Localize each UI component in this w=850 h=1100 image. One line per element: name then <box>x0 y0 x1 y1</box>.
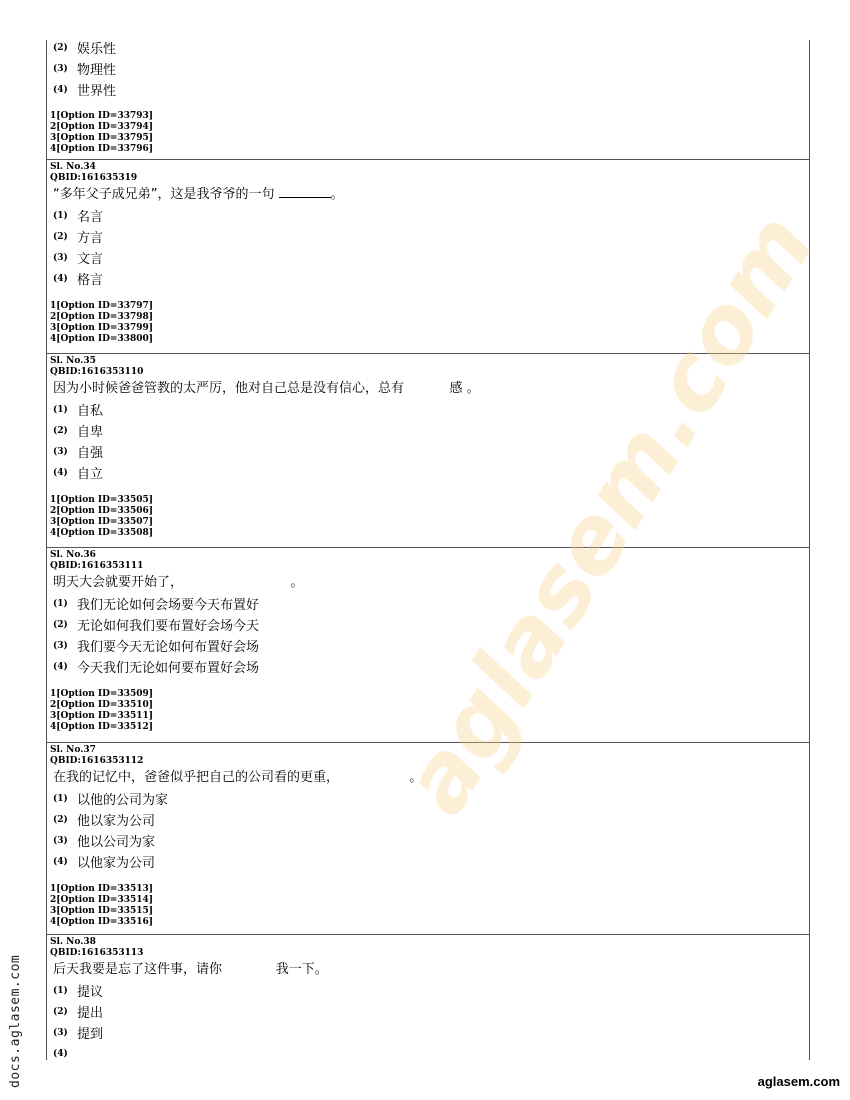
option-text: 文言 <box>77 252 104 267</box>
option-id-list <box>47 495 809 539</box>
question-divider <box>47 742 809 743</box>
option-id: 2[Option ID=33794] <box>50 122 154 132</box>
option-number: (4) <box>53 661 68 672</box>
question-35 <box>47 356 809 539</box>
option-id: 2[Option ID=33798] <box>50 312 154 322</box>
option-number: (4) <box>53 273 68 284</box>
option-id: 3[Option ID=33507] <box>50 517 154 527</box>
option-row <box>47 635 809 656</box>
side-url-text: docs.aglasem.com <box>8 954 23 1088</box>
option-row <box>47 1043 809 1064</box>
option-number: (3) <box>53 63 68 74</box>
option-row <box>47 830 809 851</box>
option-id: 3[Option ID=33511] <box>50 711 154 721</box>
option-row <box>47 420 809 441</box>
option-text: 我们要今天无论如何布置好会场 <box>77 640 260 655</box>
option-row <box>47 614 809 635</box>
question-text: 后天我要是忘了这件事，请你 我一下。 <box>53 962 328 977</box>
option-text: 提到 <box>77 1027 104 1042</box>
option-row <box>47 441 809 462</box>
question-divider <box>47 547 809 548</box>
option-id-list <box>47 111 809 155</box>
option-id: 1[Option ID=33513] <box>50 884 154 894</box>
option-number: (3) <box>53 1027 68 1038</box>
question-bank-id: QBID:161635319 <box>50 173 138 183</box>
option-row <box>47 851 809 872</box>
option-text: 名言 <box>77 210 104 225</box>
option-id: 3[Option ID=33795] <box>50 133 154 143</box>
option-row <box>47 205 809 226</box>
question-text: 明天大会就要开始了， 。 <box>53 575 304 590</box>
question-text-before-blank: “多年父子成兄弟”，这是我爷爷的一句 <box>53 187 279 202</box>
option-text: 格言 <box>77 273 104 288</box>
question-36 <box>47 550 809 733</box>
option-number: (2) <box>53 814 68 825</box>
option-number: (1) <box>53 404 68 415</box>
option-row <box>47 980 809 1001</box>
option-id: 1[Option ID=33797] <box>50 301 154 311</box>
option-text: 他以家为公司 <box>77 814 156 829</box>
option-id: 2[Option ID=33514] <box>50 895 154 905</box>
option-row <box>47 79 809 100</box>
option-number: (4) <box>53 1048 68 1059</box>
option-number: (4) <box>53 467 68 478</box>
option-row <box>47 656 809 677</box>
option-text: 方言 <box>77 231 104 246</box>
option-id-list <box>47 689 809 733</box>
option-number: (1) <box>53 793 68 804</box>
option-id: 3[Option ID=33515] <box>50 906 154 916</box>
serial-number: Sl. No.38 <box>50 937 96 947</box>
option-id: 4[Option ID=33508] <box>50 528 154 538</box>
option-number: (3) <box>53 252 68 263</box>
option-number: (3) <box>53 835 68 846</box>
serial-number: Sl. No.37 <box>50 745 96 755</box>
question-bank-id: QBID:1616353111 <box>50 561 144 571</box>
option-text: 世界性 <box>77 84 117 99</box>
question-divider <box>47 934 809 935</box>
option-row <box>47 58 809 79</box>
option-number: (1) <box>53 985 68 996</box>
option-text: 自卑 <box>77 425 104 440</box>
option-row <box>47 462 809 483</box>
question-34 <box>47 162 809 345</box>
question-text: 在我的记忆中，爸爸似乎把自己的公司看的更重， 。 <box>53 770 423 785</box>
question-paper-page <box>46 40 835 1060</box>
option-row <box>47 593 809 614</box>
option-id: 1[Option ID=33509] <box>50 689 154 699</box>
option-row <box>47 1001 809 1022</box>
question-bank-id: QBID:1616353110 <box>50 367 144 377</box>
footer-brand: aglasem.com <box>757 1074 840 1089</box>
watermark: aglasem.com <box>382 195 835 832</box>
option-id: 1[Option ID=33793] <box>50 111 154 121</box>
option-number: (2) <box>53 1006 68 1017</box>
option-row <box>47 37 809 58</box>
option-text: 今天我们无论如何要布置好会场 <box>77 661 260 676</box>
option-number: (3) <box>53 640 68 651</box>
option-number: (1) <box>53 210 68 221</box>
option-text: 提出 <box>77 1006 104 1021</box>
option-text: 自强 <box>77 446 104 461</box>
option-id: 1[Option ID=33505] <box>50 495 154 505</box>
question-text: 因为小时候爸爸管教的太严厉，他对自己总是没有信心，总有 感 。 <box>53 381 480 396</box>
option-text: 他以公司为家 <box>77 835 156 850</box>
option-row <box>47 247 809 268</box>
option-id: 2[Option ID=33510] <box>50 700 154 710</box>
option-number: (1) <box>53 598 68 609</box>
serial-number: Sl. No.34 <box>50 162 96 172</box>
option-text: 以他的公司为家 <box>77 793 169 808</box>
option-id: 2[Option ID=33506] <box>50 506 154 516</box>
question-bank-id: QBID:1616353112 <box>50 756 144 766</box>
option-id: 4[Option ID=33796] <box>50 144 154 154</box>
option-number: (3) <box>53 446 68 457</box>
question-divider <box>47 353 809 354</box>
serial-number: Sl. No.35 <box>50 356 96 366</box>
option-text: 无论如何我们要布置好会场今天 <box>77 619 260 634</box>
option-row <box>47 1022 809 1043</box>
option-row <box>47 788 809 809</box>
option-row <box>47 399 809 420</box>
question-text <box>47 185 809 205</box>
option-text: 提议 <box>77 985 104 1000</box>
option-id: 4[Option ID=33800] <box>50 334 154 344</box>
option-text: 娱乐性 <box>77 42 117 57</box>
question-text-after-blank: 。 <box>330 187 344 202</box>
answer-blank <box>279 185 331 198</box>
question-38 <box>47 937 809 1064</box>
option-id-list <box>47 884 809 928</box>
option-id: 4[Option ID=33512] <box>50 722 154 732</box>
option-text: 物理性 <box>77 63 117 78</box>
option-id-list <box>47 301 809 345</box>
option-row <box>47 226 809 247</box>
option-row <box>47 268 809 289</box>
option-number: (2) <box>53 231 68 242</box>
option-number: (2) <box>53 619 68 630</box>
question-33-tail <box>47 37 809 155</box>
option-number: (4) <box>53 856 68 867</box>
option-text: 自立 <box>77 467 104 482</box>
option-number: (2) <box>53 425 68 436</box>
option-id: 3[Option ID=33799] <box>50 323 154 333</box>
option-text: 以他家为公司 <box>77 856 156 871</box>
question-bank-id: QBID:1616353113 <box>50 948 144 958</box>
option-id: 4[Option ID=33516] <box>50 917 154 927</box>
option-number: (4) <box>53 84 68 95</box>
option-text: 我们无论如何会场要今天布置好 <box>77 598 260 613</box>
option-number: (2) <box>53 42 68 53</box>
serial-number: Sl. No.36 <box>50 550 96 560</box>
question-divider <box>47 159 809 160</box>
option-row <box>47 809 809 830</box>
question-37 <box>47 745 809 928</box>
option-text: 自私 <box>77 404 104 419</box>
